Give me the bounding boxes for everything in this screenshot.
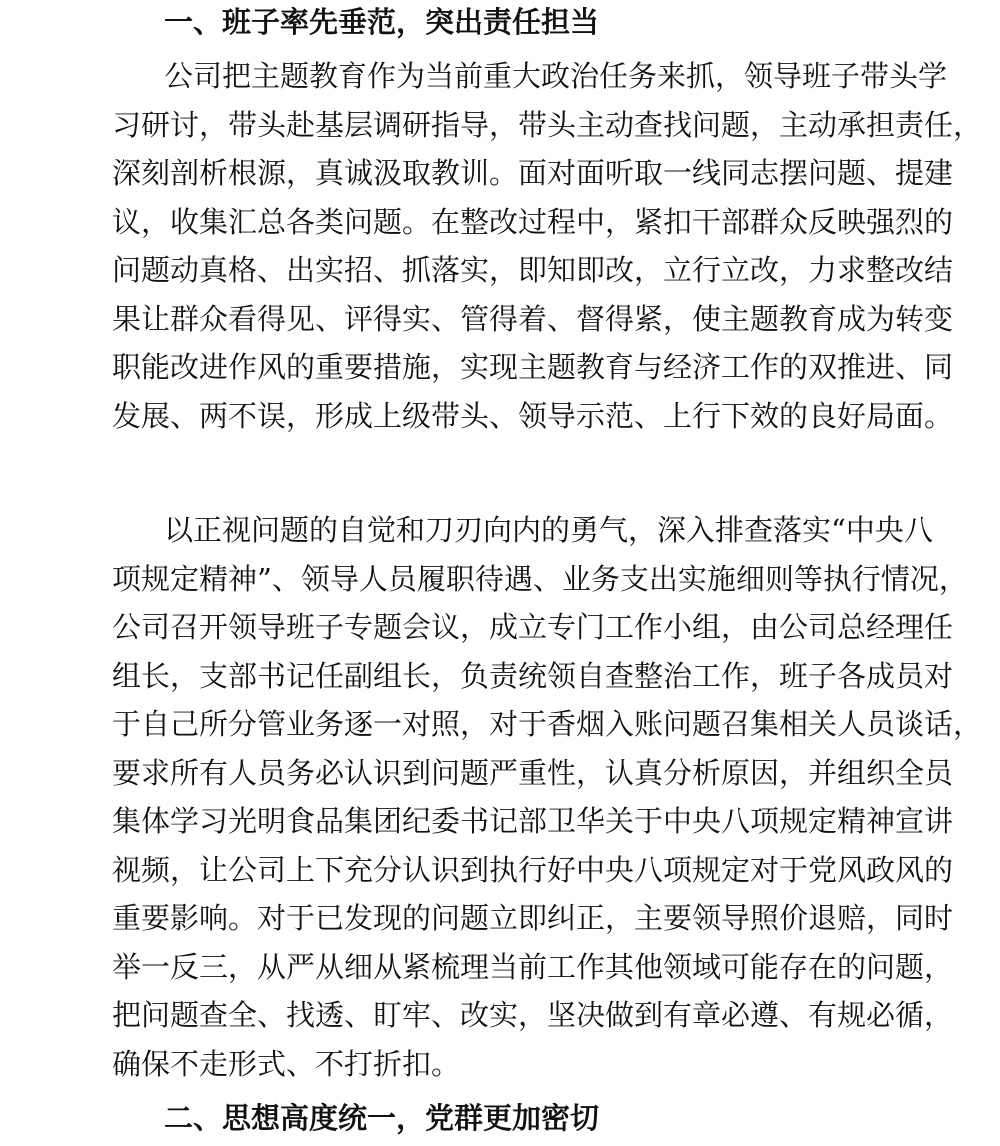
paragraph-line: 视频，让公司上下充分认识到执行好中央八项规定对于党风政风的 — [112, 852, 954, 887]
paragraph-line: 举一反三，从严从细从紧梳理当前工作其他领域可能存在的问题， — [112, 949, 954, 984]
paragraph-line: 把问题查全、找透、盯牢、改实，坚决做到有章必遵、有规必循， — [112, 998, 954, 1032]
paragraph-line: 职能改进作风的重要措施，实现主题教育与经济工作的双推进、同 — [112, 350, 954, 384]
paragraph-line: 问题动真格、出实招、抓落实，即知即改，立行立改，力求整改结 — [112, 253, 954, 287]
paragraph-line: 组长，支部书记任副组长，负责统领自查整治工作，班子各成员对 — [112, 658, 954, 693]
paragraph-line: 公司召开领导班子专题会议，成立专门工作小组，由公司总经理任 — [112, 610, 954, 644]
paragraph-line: 要求所有人员务必认识到问题严重性，认真分析原因，并组织全员 — [112, 755, 954, 790]
paragraph-line: 发展、两不误，形成上级带头、领导示范、上行下效的良好局面。 — [112, 398, 954, 433]
paragraph-line: 深刻剖析根源，真诚汲取教训。面对面听取一线同志摆问题、提建 — [112, 156, 954, 190]
paragraph-line: 重要影响。对于已发现的问题立即纠正，主要领导照价退赔，同时 — [112, 901, 954, 935]
section-heading-2: 二、思想高度统一，党群更加密切 — [164, 1101, 600, 1135]
paragraph-line: 项规定精神”、领导人员履职待遇、业务支出实施细则等执行情况， — [112, 561, 968, 596]
paragraph-line: 习研讨，带头赴基层调研指导，带头主动查找问题，主动承担责任， — [112, 107, 983, 142]
paragraph-line: 集体学习光明食品集团纪委书记部卫华关于中央八项规定精神宣讲 — [112, 804, 954, 838]
section-heading-1: 一、班子率先垂范，突出责任担当 — [164, 5, 600, 39]
paragraph-line: 确保不走形式、不打折扣。 — [112, 1046, 461, 1081]
paragraph-line: 果让群众看得见、评得实、管得着、督得紧，使主题教育成为转变 — [112, 301, 954, 336]
paragraph-line: 于自己所分管业务逐一对照，对于香烟入账问题召集相关人员谈话， — [112, 707, 983, 741]
paragraph-line: 公司把主题教育作为当前重大政治任务来抓，领导班子带头学 — [164, 59, 948, 93]
paragraph-line: 以正视问题的自觉和刀刃向内的勇气，深入排查落实“中央八 — [164, 513, 933, 547]
paragraph-line: 议，收集汇总各类问题。在整改过程中，紧扣干部群众反映强烈的 — [112, 204, 954, 239]
